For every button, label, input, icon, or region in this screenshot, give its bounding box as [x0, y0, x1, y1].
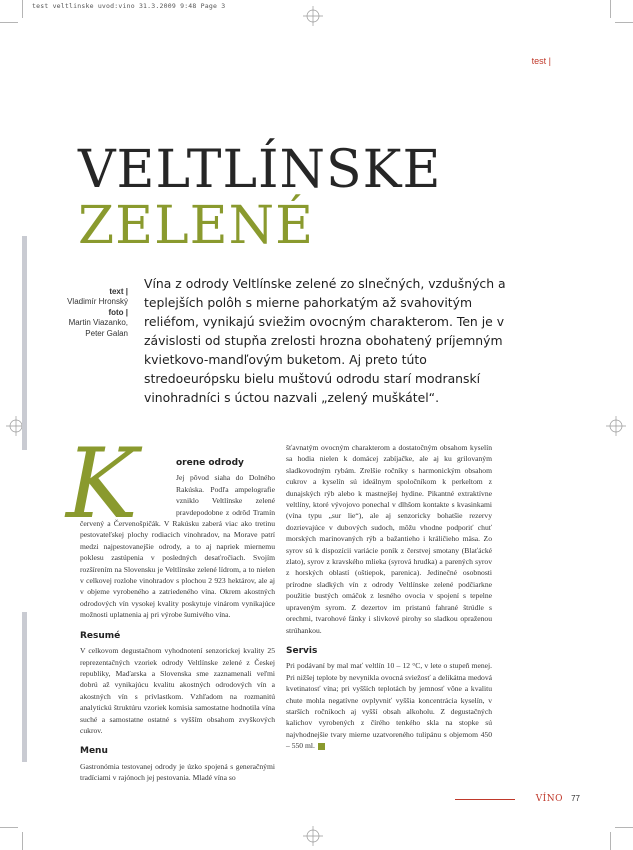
crop-mark — [610, 832, 611, 850]
registration-mark-bottom-icon — [303, 826, 323, 846]
paragraph-menu-continued: šťavnatým ovocným charakterom a dostatočným obsahom kyselín sa hodia nielen k domácej zabíjačke, ale aj ku grilovaným sladkovodným rybám. Zrelšie ročníky s harmonickým obsahom cukrov a kyselín sú ideálnym spoločníkom k perkeltom z dunajských rýb alebo k mastnejšej hydine. Pikantné extraktívne veltlíny, ktoré vývojovo ponechal v dlhšom kontakte s kvasinkami (vína typu „sur lie“), ale aj senzoricky bohatšie rezervy dozrievajúce v dubových sudoch, môžu vhodne podporiť chuť morských marinovaných rýb a bažantieho i králičieho mäsa. Zo syrov sú k dispozícii variácie poník z čerstvej smotany (Blaťácké zlato), syrov z kravského mlieka (syrová hrudka) a parených syrov z horských oblastí (oštiepok, parenica). Jedinečné osobnosti prírodne sladkých vín z odrody Veltlínske zelené podčiarkne použitie bustých omáčok z lesného ovocia v spojení s tepelne upraveným syrom. Z dezertov im pristanú fahrané štrúdle s orechmi, tvarohové fánky i slivkové pirohy so sladkou opraženou strúhankou. — [286, 443, 492, 635]
article-title-line2: ZELENÉ — [78, 196, 315, 256]
credits — [40, 287, 128, 339]
heading-servis: Servis — [286, 645, 318, 656]
crop-mark — [22, 832, 23, 850]
crop-mark — [22, 0, 23, 18]
folio-brand: VÍNO — [535, 794, 563, 804]
heading-menu: Menu — [80, 746, 108, 757]
credit-text-role: text | — [109, 287, 128, 296]
crop-mark — [615, 827, 633, 828]
page-number: 77 — [571, 794, 580, 803]
folio-rule — [455, 799, 515, 800]
credit-photo-author-1: Martin Viazanko, — [68, 318, 128, 328]
printer-slug: test veltlinske uvod:vino 31.3.2009 9:48 Page 3 — [32, 2, 226, 10]
registration-mark-right-icon — [606, 416, 626, 436]
crop-mark — [610, 0, 611, 18]
heading-resume: Resumé — [80, 630, 121, 641]
paragraph-resume: V celkovom degustačnom vyhodnotení senzorickej kvality 25 reprezentačných vzoriek odrody Veltlínske zelené z Českej republiky, Maďarska a Slovenska sme zaznamenali veľmi dobrú až vynikajúcu kvalitu akostných odrodových vín a akostných vín s prívlastkom. Vzhľadom na rozmanitú analytickú štruktúru vzoriek komisia samostatne hodnotila vína suché a samostatne ostatné s vyšším obsahom zvyškových cukrov. — [80, 646, 275, 735]
registration-mark-top-icon — [303, 6, 323, 26]
sidebar-accent-bar — [22, 236, 27, 450]
crop-mark — [0, 22, 18, 23]
crop-mark — [0, 827, 18, 828]
body-column-right — [286, 442, 492, 752]
credit-photo-role: foto | — [108, 307, 128, 317]
paragraph-servis-text: Pri podávaní by mal mať veltlín 10 – 12 °C, v lete o stupeň menej. Pri nižšej teplote by nevynikla ovocná sviežosť a delikátna medová kvetinatosť vína; pri vyšších teplotách by jemnosť vône a kvalitu chute mohla negatívne ovplyvniť vyššia koncentrácia kyselín, v starších ročníkoch aj vyšší obsah alkoholu. Z degustačných kalichov vyrobených z čírého tenkého skla na stopke sú najvhodnejšie tvary mierne uzatvoreného tulipánu s objemom 450 – 550 ml. — [286, 661, 492, 751]
body-column-left — [80, 458, 275, 784]
crop-mark — [615, 22, 633, 23]
paragraph-menu: Gastronómia testovanej odrody je úzko spojená s generačnými tradíciami v rajónoch jej pestovania. Mladé vína so — [80, 761, 275, 783]
credit-photo-author-2: Peter Galan — [85, 328, 128, 338]
sidebar-accent-bar-lower — [22, 612, 27, 762]
paragraph-origins: Jej pôvod siaha do Dolného Rakúska. Podľa ampelografie vzniklo Veltlínske zelené pravdepodobne z odrôd Tramín červený a Červenošpičák. V Rakúsku zaberá viac ako tretinu pestovateľskej plochy rodiacich vinohradov, na Morave patrí medzi najpestovanejšie odrody, a to aj napriek miernemu poklesu zastúpenia v posledných desaťročiach. Svojím rozšírením na Slovensku je Veltlínske zelené lídrom, a to nielen v celkovej rozlohe vinohradov s plochou 2 923 hektárov, ale aj v objeme vyrobeného a zatriedeného vína. Okrem akostných odrodových vín vysokej kvality poskytuje vinárom vynikajúce možnosti uplatnenia aj pri výrobe šumivého vína. — [80, 473, 275, 620]
section-label: test | — [531, 56, 551, 66]
heading-origins: orene odrody — [176, 458, 244, 468]
credit-text-author: Vladimír Hronský — [67, 297, 128, 307]
drop-cap: K — [66, 428, 138, 540]
article-title-line1: VELTLÍNSKE — [78, 140, 442, 200]
drop-cap-space — [80, 458, 176, 516]
paragraph-servis — [286, 660, 492, 751]
lead-paragraph: Vína z odrody Veltlínske zelené zo slnečných, vzdušných a teplejších polôh s mierne pahorkatým až svahovitým reliéfom, vynikajú sviežim ovocným charakterom. Ten je v závislosti od stupňa zrelosti hrozna obohatený príjemným kvietkovo-mandľovým buketom. Aj preto túto stredoeurópsku bielu muštovú odrodu starí modranskí vinohradníci s úctou nazvali „zelený muškátel“. — [144, 276, 506, 405]
end-of-article-icon — [318, 743, 325, 750]
